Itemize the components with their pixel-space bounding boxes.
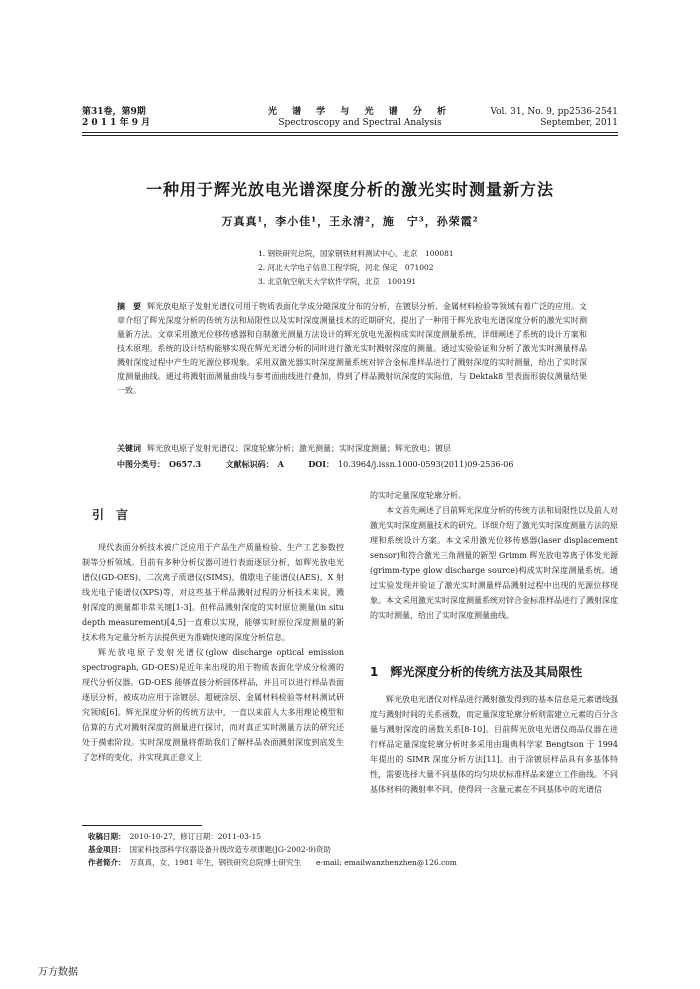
running-header-center: [240, 107, 480, 129]
running-header-right: [490, 107, 618, 129]
running-header-left: [82, 107, 150, 129]
section-1-paragraph-1: 辉光放电光谱仪对样品进行溅射激发得到的基本信息是元素谱线强度与溅射时间的关系函数，而定量深度轮廓分析则需建立元素的百分含量与溅射深度的函数关系[8-10]。目前辉光放电光谱仪商品仪器在进行样品定量深度轮廓分析时多采用由瑞典科学家 Bengtson 于 1994 年提出的 SIMR 深度分析方法[11]。由于涂镀层样品具有多基体特性，需要选择大量不同基体的均匀块状标准样品来建立工作曲线。不同基体材料的溅射率不同，使得同一含量元素在不同基体中的光谱信: [370, 695, 618, 794]
clc-value: O657.3: [169, 459, 202, 469]
affiliation-3: 3. 北京航空航天大学软件学院，北京 100191: [258, 277, 417, 286]
abstract: [117, 299, 587, 398]
doc-code-value: A: [277, 459, 284, 469]
affiliations: [258, 247, 454, 289]
affiliation-2: 2. 河北大学电子信息工程学院，河北 保定 071002: [258, 263, 434, 272]
keywords: [117, 442, 587, 455]
intro-paragraph-1: 现代表面分析技术被广泛应用于产品生产质量检验、生产工艺参数控制等分析领域。目前有多种分析仪器可进行表面逐层分析，如辉光放电光谱仪(GD-OES)、二次离子质谱仪(SIMS)、俄歇电子能谱仪(AES)、X 射线光电子能谱仪(XPS)等，对这些基于样品溅射过程的分析技术来说，溅射深度的测量都非常关键[1-3]。但样品溅射深度的实时原位测量(in situ depth measurement)[4,5]一直难以实现，能够实时原位深度测量的新技术将为定量分析方法提供更为准确快速的深度分析信息。: [82, 543, 344, 642]
clc-label: 中图分类号：: [117, 459, 165, 469]
paper-title: 一种用于辉光放电光谱深度分析的激光实时测量新方法: [145, 180, 554, 199]
left-column: [82, 540, 344, 765]
footnote-rule: [82, 825, 202, 826]
keywords-text: 辉光放电原子发射光谱仪；深度轮廓分析；激光测量；实时深度测量；辉光放电；镀层: [147, 444, 451, 453]
source-watermark: 万方数据: [38, 967, 78, 978]
volume-issue-en: Vol. 31, No. 9, pp2536-2541: [490, 107, 618, 117]
footnotes: [88, 830, 457, 869]
footnote-author: 作者简介： 万真真，女，1981 年生，钢铁研究总院博士研究生 e-mail: emailwanzhenzhen@126.com: [88, 858, 457, 867]
intro-paragraph-2: 辉光放电原子发射光谱仪(glow discharge optical emission spectrograph, GD-OES)是近年来出现的用于物质表面化学成分检测的现代分析仪器。GD-OES 能够直接分析固体样品，并且可以进行样品表面逐层分析，被成功应用于涂镀层、超硬涂层、金属材料检验等材料测试研究领域[6]。辉光深度分析的传统方法中，一直以来前人大多用理论模型和估算的方式对溅射深度的测量进行探讨，而对真正实时测量方法的研究还处于摸索阶段。实时深度测量将帮助我们了解样品表面溅射深度到底发生了怎样的变化，并实现真正意义上: [82, 648, 344, 762]
intro-paragraph-3: 本文首先阐述了目前辉光深度分析的传统方法和局限性以及前人对激光实时深度测量技术的研究。详细介绍了激光实时深度测量方法的原理和系统设计方案。本文采用激光位移传感器(laser displacement sensor)和符合激光三角测量的新型 Grimm 辉光放电等离子体发光源(grimm-type glow discharge source)构成实时深度测量系统。通过实验发现并验证了激光实时测量样品溅射过程中出现的光源位移现象。本文采用激光实时深度测量系统对锌合金标准样品进行了溅射深度的实时测量，给出了实时深度测量曲线。: [370, 506, 618, 620]
abstract-text: 辉光放电原子发射光谱仪可用于物质表面化学成分随深度分布的分析，在镀层分析、金属材料检验等领域有着广泛的应用。文章介绍了辉光深度分析的传统方法和局限性以及实时深度测量技术的近期研究，提出了一种用于辉光放电光谱深度分析的激光实时测量新方法。文章采用激光位移传感器和自制激光测量方法设计的辉光放电光源构成实时深度测量系统，详细阐述了系统的设计方案和技术原理。系统的设计结构能够实现在辉光光谱分析的同时进行激光实时溅射深度的测量。通过实验验证和分析了激光实时测量样品溅射深度过程中产生的光源位移现象。采用双激光器实时深度测量系统对锌合金标准样品进行了溅射深度的实时测量，给出了实时深度测量曲线。通过将溅射面测量曲线与参考面曲线进行叠加，得到了样品溅射坑深度的实际值，与 Dektak8 型表面形貌仪测量结果一致。: [117, 302, 587, 395]
header-rule: [82, 132, 618, 133]
keywords-label: 关键词: [117, 443, 141, 453]
date-en: September, 2011: [540, 118, 618, 128]
footnote-funding: 基金项目： 国家科技部科学仪器设备升级改造专项课题(JG-2002-9)资助: [88, 845, 331, 854]
section-heading-1: 1 辉光深度分析的传统方法及其局限性: [370, 665, 583, 679]
journal-name-en: Spectroscopy and Spectral Analysis: [278, 118, 442, 128]
footnote-received: 收稿日期： 2010-10-27，修订日期：2011-03-15: [88, 832, 261, 841]
intro-tail: 的实时定量深度轮廓分析。: [370, 491, 466, 500]
doc-code-label: 文献标识码：: [225, 459, 274, 469]
right-column: [370, 488, 618, 623]
classification-line: [117, 458, 587, 471]
section-heading-intro: 引言: [92, 508, 141, 522]
doi-label: DOI：: [308, 459, 334, 469]
volume-issue-cn: 第31卷，第9期: [82, 107, 146, 117]
doi-value: 10.3964/j.issn.1000-0593(2011)09-2536-06: [338, 460, 514, 469]
journal-name-cn: 光 谱 学 与 光 谱 分 析: [268, 107, 452, 117]
section-1-body: [370, 692, 618, 797]
affiliation-1: 1. 钢铁研究总院，国家钢铁材料测试中心，北京 100081: [258, 249, 454, 258]
date-cn: 2 0 1 1 年 9 月: [82, 118, 151, 128]
header-rule-thin: [82, 135, 618, 136]
author-list: 万真真¹，李小佳¹，王永清²，施 宁³，孙荣霞²: [221, 215, 479, 228]
abstract-label: 摘 要: [117, 301, 141, 311]
